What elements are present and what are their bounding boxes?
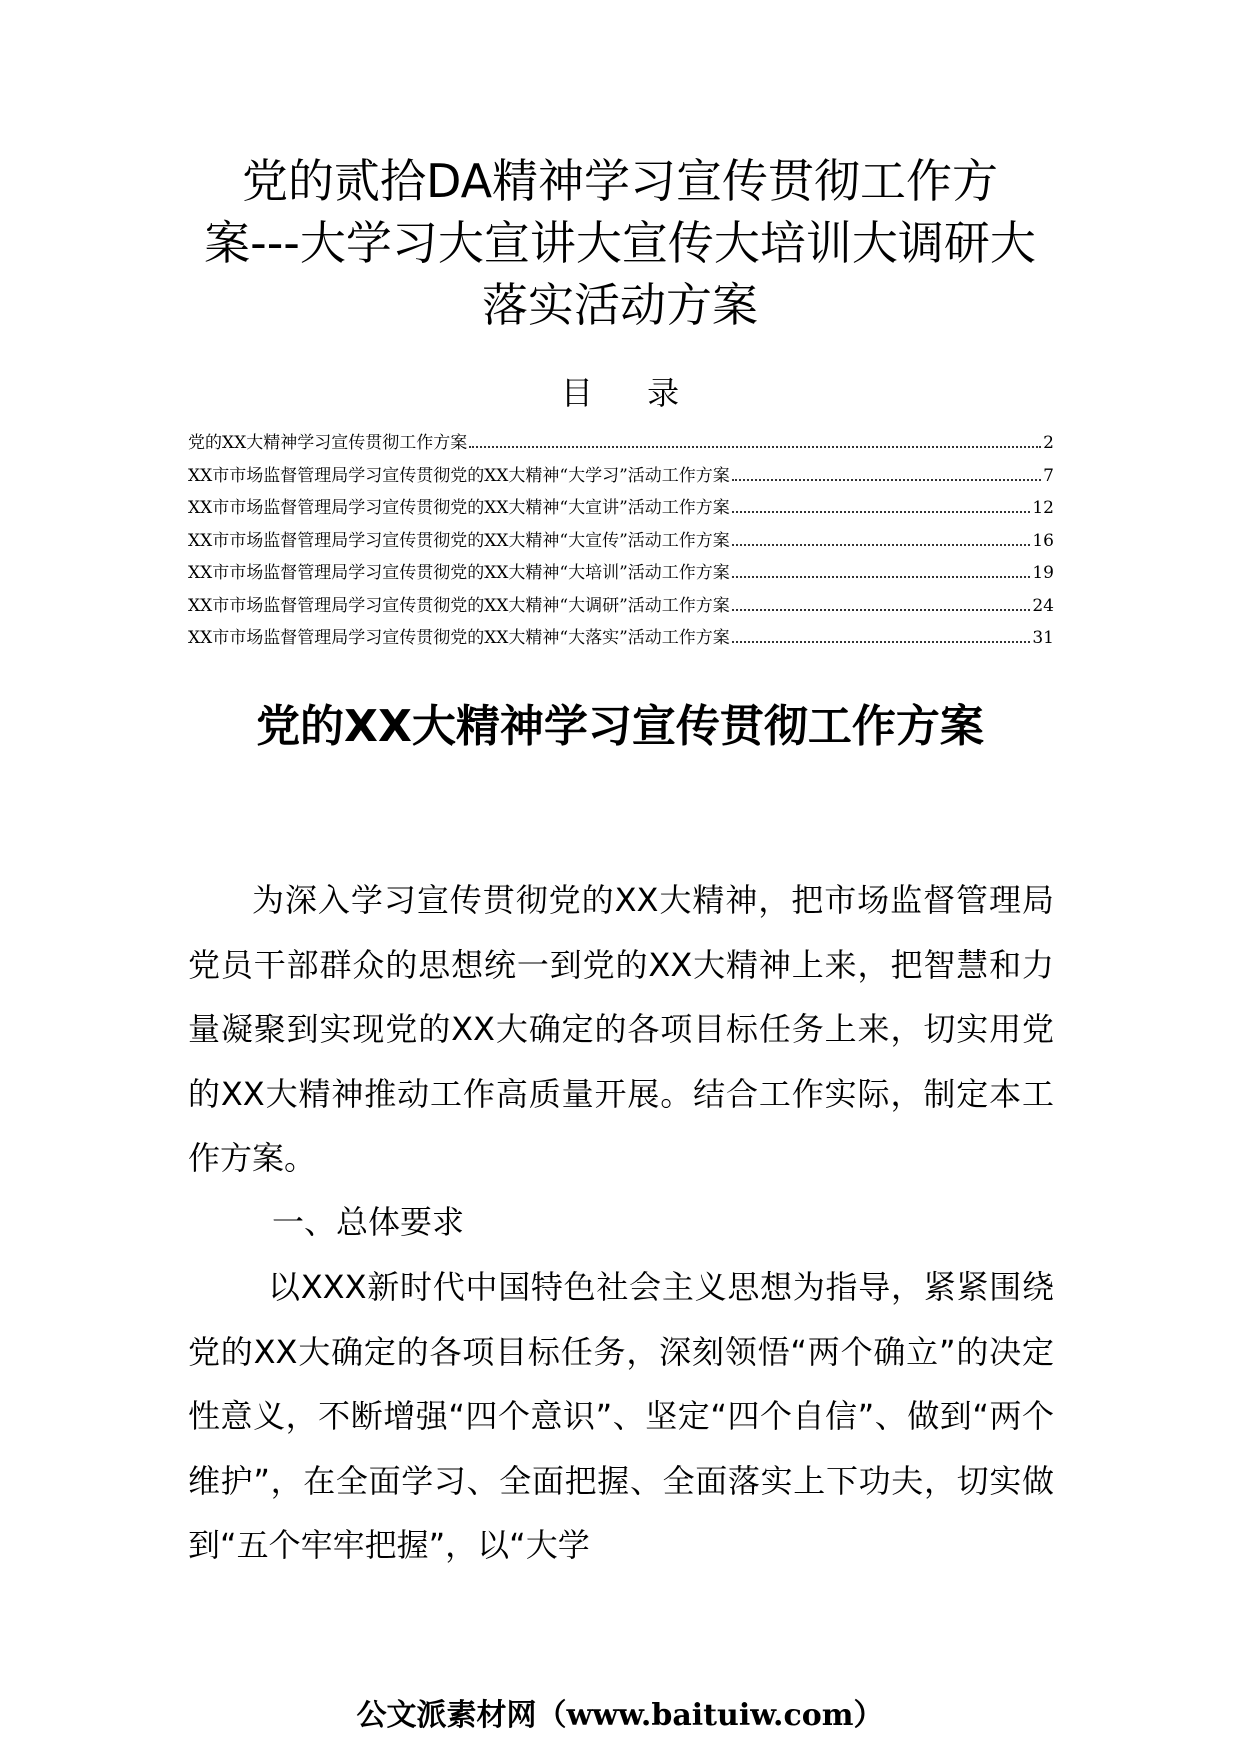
toc-entry-page: 16 [1032, 530, 1054, 551]
toc-leader-dots [469, 446, 1041, 448]
toc-entry[interactable] [188, 623, 1054, 656]
toc-entry[interactable] [188, 493, 1054, 526]
body-paragraph: 为深入学习宣传贯彻党的XX大精神，把市场监督管理局党员干部群众的思想统一到党的XX大精神上来，把智慧和力量凝聚到实现党的XX大确定的各项目标任务上来，切实用党的XX大精神推动工作高质量开展。结合工作实际，制定本工作方案。 [188, 881, 1054, 1177]
toc-entry-text: 党的XX大精神学习宣传贯彻工作方案 [188, 433, 468, 453]
toc-leader-dots [732, 609, 1031, 611]
toc-entry[interactable] [188, 428, 1054, 461]
toc-entry[interactable] [188, 526, 1054, 559]
toc-entry[interactable] [188, 558, 1054, 591]
toc-entry[interactable] [188, 461, 1054, 494]
section-title: 党的XX大精神学习宣传贯彻工作方案 [256, 701, 984, 752]
toc-entry-text: XX市市场监督管理局学习宣传贯彻党的XX大精神“大调研”活动工作方案 [188, 595, 730, 616]
title-line: 落实活动方案 [482, 278, 758, 332]
toc-heading: 目 录 [560, 374, 702, 412]
body-paragraph: 以XXX新时代中国特色社会主义思想为指导，紧紧围绕党的XX大确定的各项目标任务，深刻领悟“两个确立”的决定性意义，不断增强“四个意识”、坚定“四个自信”、做到“两个维护”，在全面学习、全面把握、全面落实上下功夫，切实做到“五个牢牢把握”，以“大学 [188, 1268, 1054, 1564]
toc-entry-page: 19 [1032, 563, 1054, 583]
toc-entry-page: 31 [1032, 628, 1054, 648]
section-heading: 一、总体要求 [272, 1203, 465, 1241]
toc-entry-text: XX市市场监督管理局学习宣传贯彻党的XX大精神“大落实”活动工作方案 [188, 628, 730, 648]
toc-entry-text: XX市市场监督管理局学习宣传贯彻党的XX大精神“大宣讲”活动工作方案 [188, 498, 730, 518]
toc-entry-page: 2 [1043, 433, 1054, 453]
toc-entry-page: 24 [1032, 595, 1054, 616]
toc-entry-page: 12 [1032, 498, 1054, 518]
toc-leader-dots [732, 641, 1031, 643]
footer-watermark: 公文派素材网（www.baituiw.com） [356, 1698, 884, 1733]
toc-leader-dots [732, 544, 1031, 546]
toc-entry-page: 7 [1043, 465, 1054, 486]
title-line: 党的贰拾DA精神学习宣传贯彻工作方 [241, 154, 999, 208]
toc-leader-dots [732, 576, 1031, 578]
toc-entry-text: XX市市场监督管理局学习宣传贯彻党的XX大精神“大培训”活动工作方案 [188, 563, 730, 583]
toc-leader-dots [732, 511, 1031, 513]
title-line: 案---大学习大宣讲大宣传大培训大调研大 [204, 216, 1036, 270]
document-title [120, 150, 1120, 336]
toc-entry[interactable] [188, 591, 1054, 624]
table-of-contents [188, 428, 1054, 656]
toc-entry-text: XX市市场监督管理局学习宣传贯彻党的XX大精神“大学习”活动工作方案 [188, 465, 730, 486]
toc-leader-dots [732, 479, 1041, 481]
toc-entry-text: XX市市场监督管理局学习宣传贯彻党的XX大精神“大宣传”活动工作方案 [188, 530, 730, 551]
